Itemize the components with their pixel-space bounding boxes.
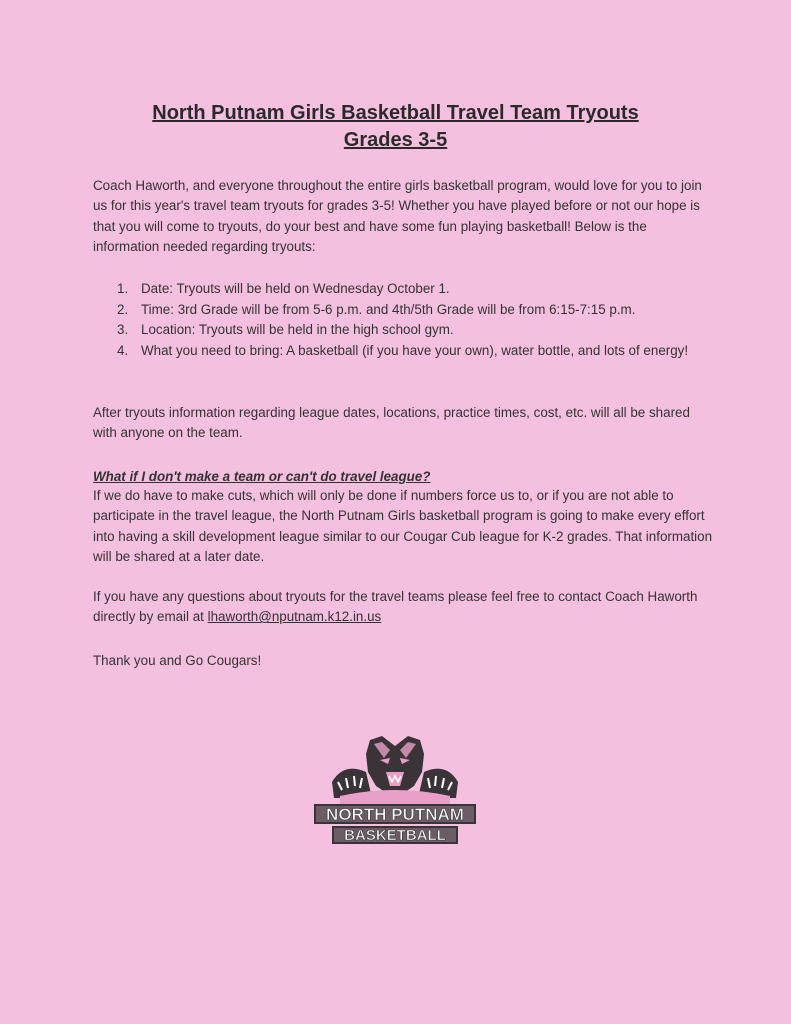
list-text: Location: Tryouts will be held in the high school gym.	[141, 322, 454, 337]
closing-line: Thank you and Go Cougars!	[93, 653, 262, 668]
list-text: Date: Tryouts will be held on Wednesday October 1.	[141, 281, 450, 296]
list-item	[93, 279, 713, 300]
list-item	[93, 341, 713, 362]
after-tryouts-paragraph: After tryouts information regarding league dates, locations, practice times, cost, etc. will all be shared with anyone on the team.	[93, 405, 690, 441]
list-text: Time: 3rd Grade will be from 5-6 p.m. and 4th/5th Grade will be from 6:15-7:15 p.m.	[141, 301, 636, 317]
contact-paragraph	[93, 587, 713, 628]
question-heading: What if I don't make a team or can't do travel league?	[93, 469, 431, 484]
list-number: 2.	[117, 301, 129, 317]
list-number: 1.	[117, 281, 129, 296]
page-subtitle: Grades 3-5	[343, 129, 448, 151]
list-text: What you need to bring: A basketball (if you have your own), water bottle, and lots of energy!	[141, 342, 689, 358]
contact-text: If you have any questions about tryouts for the travel teams please feel free to contact Coach Haworth directly by email at	[93, 589, 698, 625]
north-putnam-basketball-logo	[310, 732, 480, 850]
tryout-details-list	[93, 279, 713, 361]
cuts-paragraph: If we do have to make cuts, which will only be done if numbers force us to, or if you are not able to participate in the travel league, the North Putnam Girls basketball program is going to make every effort into having a skill development league similar to our Cougar Cub league for K-2 grades. That information will be shared at a later date.	[93, 488, 713, 564]
cougar-mascot-icon	[310, 732, 480, 850]
list-number: 3.	[117, 322, 129, 337]
page-title: North Putnam Girls Basketball Travel Team Tryouts	[152, 102, 639, 124]
list-item	[93, 320, 713, 341]
logo-text-line1: NORTH PUTNAM	[326, 805, 464, 824]
list-number: 4.	[117, 342, 129, 358]
logo-text-line2: BASKETBALL	[344, 827, 446, 844]
email-link[interactable]: lhaworth@nputnam.k12.in.us	[207, 609, 382, 625]
intro-paragraph: Coach Haworth, and everyone throughout the entire girls basketball program, would love for you to join us for this year's travel team tryouts for grades 3-5! Whether you have played before or not our hope is that you will come to tryouts, do your best and have some fun playing basketball! Below is the information needed regarding tryouts:	[93, 178, 702, 254]
list-item	[93, 300, 713, 321]
